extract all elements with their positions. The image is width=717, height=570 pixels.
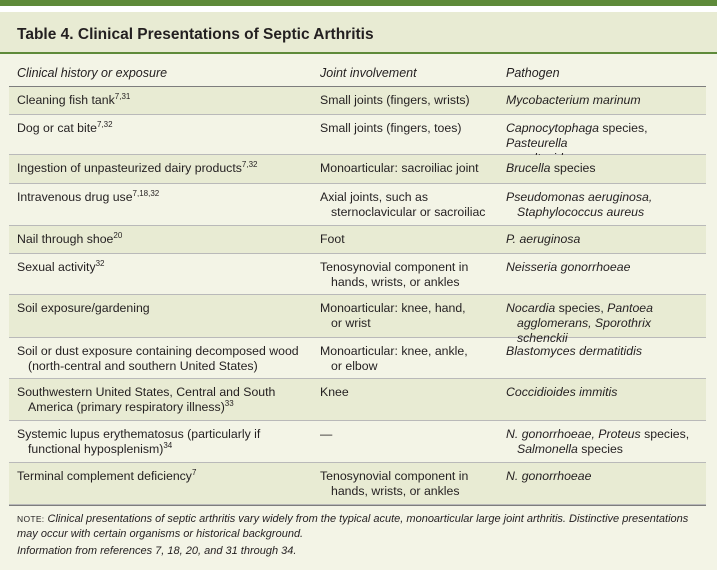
table-row [9,115,706,155]
cell-joint: Monoarticular: knee, hand, or wrist [320,301,466,330]
reference-superscript: 7,31 [114,92,131,101]
table-row [9,226,706,254]
cell-history: Soil exposure/gardening [17,301,150,315]
table-row [9,463,706,505]
reference-superscript: 32 [95,259,105,268]
table-title: Table 4. Clinical Presentations of Septic Arthritis [17,26,374,43]
column-header-joint: Joint involvement [320,66,417,80]
cell-pathogen: N. gonorrhoeae [506,469,592,483]
cell-joint: Axial joints, such as sternoclavicular or sacroiliac [320,190,486,219]
cell-history: Dog or cat bite$^{7,32}$ [17,120,113,135]
table-row [9,184,706,226]
cell-joint: Tenosynovial component in hands, wrists, or ankles [320,260,469,289]
cell-history: Terminal complement deficiency$^7$ [17,468,197,483]
cell-history: Southwestern United States, Central and South America (primary respiratory illness)$^{33}$ [17,385,276,414]
table-source: Information from references 7, 18, 20, and 31 through 34. [17,545,297,557]
cell-joint: Monoarticular: sacroiliac joint [320,161,479,175]
note-label: NOTE: [17,514,45,524]
cell-pathogen: Pseudomonas aeruginosa, Staphylococcus aureus [506,190,653,219]
table-row [9,379,706,421]
cell-history: Ingestion of unpasteurized dairy products$^{7,32}$ [17,160,258,175]
cell-pathogen: Neisseria gonorrhoeae [506,260,631,274]
table-row [9,421,706,463]
table-row [9,155,706,184]
table-row [9,338,706,379]
cell-joint: Foot [320,232,345,246]
cell-history: Cleaning fish tank$^{7,31}$ [17,92,131,107]
cell-pathogen: Brucella species [506,161,596,175]
cell-pathogen: N. gonorrhoeae, Proteus species, Salmonella species [506,427,690,456]
cell-history: Soil or dust exposure containing decomposed wood (north-central and southern United States) [17,344,299,373]
reference-superscript: 20 [113,231,123,240]
title-bar [0,12,717,52]
cell-pathogen: Coccidioides immitis [506,385,618,399]
cell-joint: — [320,427,333,441]
cell-joint: Monoarticular: knee, ankle, or elbow [320,344,468,373]
table-row [9,87,706,115]
cell-pathogen: Nocardia species, Pantoea agglomerans, Sporothrix schenckii [506,301,653,345]
cell-joint: Small joints (fingers, wrists) [320,93,470,107]
note-text: Clinical presentations of septic arthritis vary widely from the typical acute, monoarticular large joint arthritis. Distinctive presentations may occur with certain organisms or historical background. [17,513,689,540]
cell-pathogen: Blastomyces dermatitidis [506,344,642,358]
cell-pathogen: Mycobacterium marinum [506,93,641,107]
reference-superscript: 7 [191,468,197,477]
cell-pathogen: P. aeruginosa [506,232,581,246]
column-header-history: Clinical history or exposure [17,66,168,80]
reference-superscript: 7,32 [241,160,258,169]
footer-rule [9,505,706,506]
table-row [9,254,706,295]
cell-history: Systemic lupus erythematosus (particularly if functional hyposplenism)$^{34}$ [17,427,261,456]
reference-superscript: 34 [163,441,173,450]
column-header-pathogen: Pathogen [506,66,560,80]
cell-joint: Knee [320,385,349,399]
cell-joint: Tenosynovial component in hands, wrists, or ankles [320,469,469,498]
cell-history: Sexual activity$^{32}$ [17,259,105,274]
table-note [17,512,707,542]
reference-superscript: 7,32 [96,120,113,129]
cell-joint: Small joints (fingers, toes) [320,121,462,135]
cell-history: Intravenous drug use$^{7,18,32}$ [17,189,160,204]
cell-pathogen: Capnocytophaga species, Pasteurella [506,121,648,150]
reference-superscript: 33 [224,399,234,408]
reference-superscript: 7,18,32 [132,189,160,198]
cell-history: Nail through shoe$^{20}$ [17,231,123,246]
table-row [9,295,706,345]
